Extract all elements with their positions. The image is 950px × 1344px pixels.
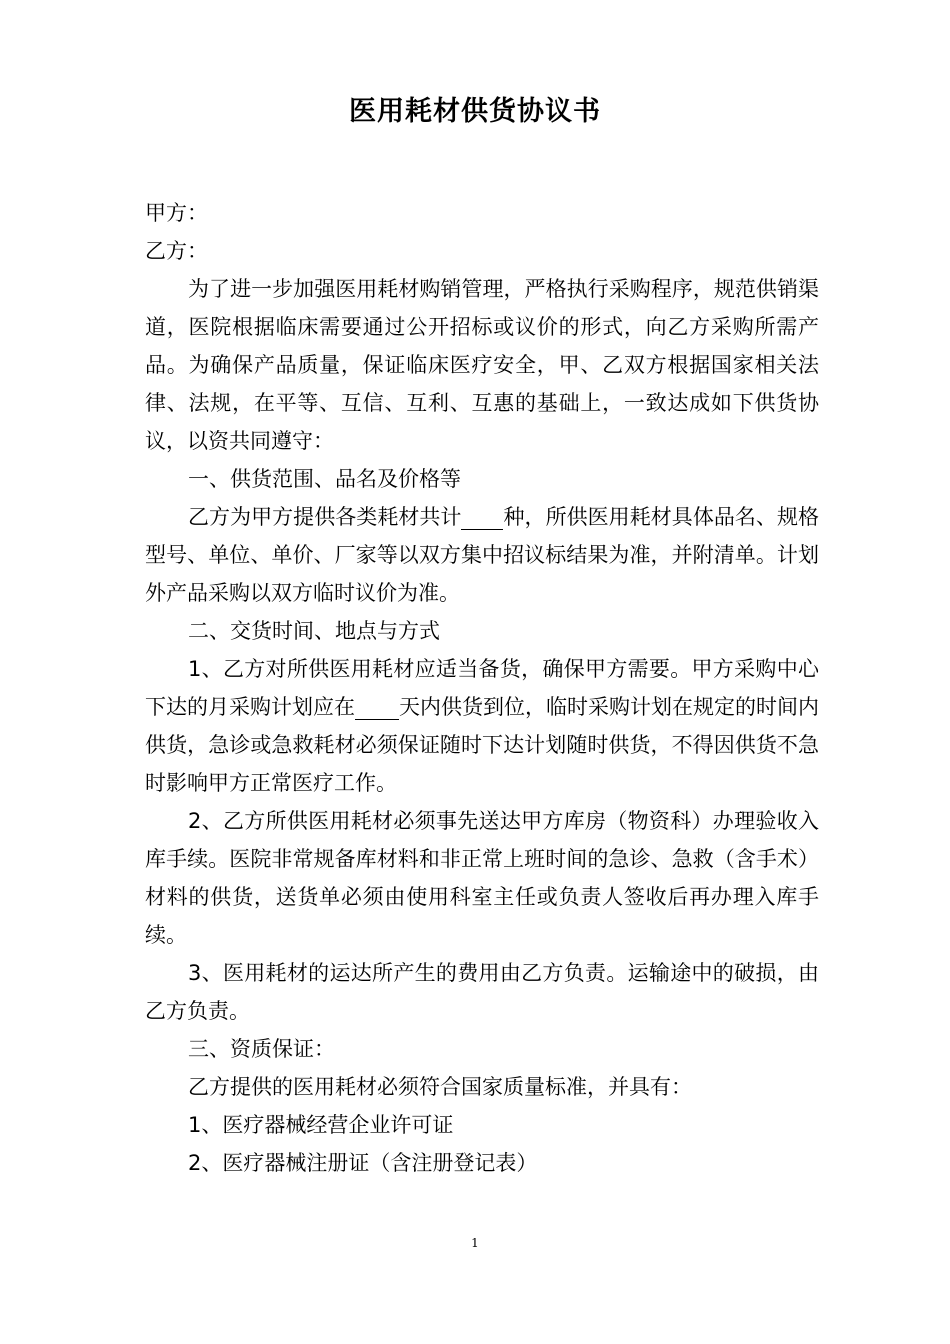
section3-intro: 乙方提供的医用耗材必须符合国家质量标准，并具有： [188,1075,692,1099]
page-number: 1 [471,1236,479,1250]
quantity-blank [461,503,503,530]
section3-item-1: 1、医疗器械经营企业许可证 [188,1113,454,1137]
party-b-label: 乙方： [145,239,208,263]
section2-item1-before-blank: 1、乙方对所供医用耗材应适当备货，确保甲方需要。甲方采购中心下达的月采购计划应在 [145,657,819,719]
section1-paragraph [145,498,819,612]
document-title: 医用耗材供货协议书 [349,96,601,127]
section3-item-2: 2、医疗器械注册证（含注册登记表） [188,1151,538,1175]
section2-item1 [145,650,819,802]
intro-paragraph: 为了进一步加强医用耗材购销管理，严格执行采购程序，规范供销渠道，医院根据临床需要通过公开招标或议价的形式，向乙方采购所需产品。为确保产品质量，保证临床医疗安全，甲、乙双方根据国家相关法律、法规，在平等、互信、互利、互惠的基础上，一致达成如下供货协议，以资共同遵守： [145,277,819,453]
section2-item3: 3、医用耗材的运达所产生的费用由乙方负责。运输途中的破损，由乙方负责。 [145,961,819,1023]
section1-heading: 一、供货范围、品名及价格等 [188,467,461,491]
section2-item1-after-blank: 天内供货到位，临时采购计划在规定的时间内供货，急诊或急救耗材必须保证随时下达计划随时供货，不得因供货不急时影响甲方正常医疗工作。 [145,695,819,795]
section1-text-after-blank: 种，所供医用耗材具体品名、规格型号、单位、单价、厂家等以双方集中招议标结果为准，并附清单。计划外产品采购以双方临时议价为准。 [145,505,820,605]
document-body [145,194,819,1182]
section1-text-before-blank: 乙方为甲方提供各类耗材共计 [188,505,462,529]
party-a-label: 甲方： [145,201,208,225]
section2-item2: 2、乙方所供医用耗材必须事先送达甲方库房（物资科）办理验收入库手续。医院非常规备库材料和非正常上班时间的急诊、急救（含手术）材料的供货，送货单必须由使用科室主任或负责人签收后再办理入库手续。 [145,809,819,947]
days-blank [355,693,399,720]
section3-heading: 三、资质保证： [188,1037,335,1061]
section2-heading: 二、交货时间、地点与方式 [188,619,440,643]
